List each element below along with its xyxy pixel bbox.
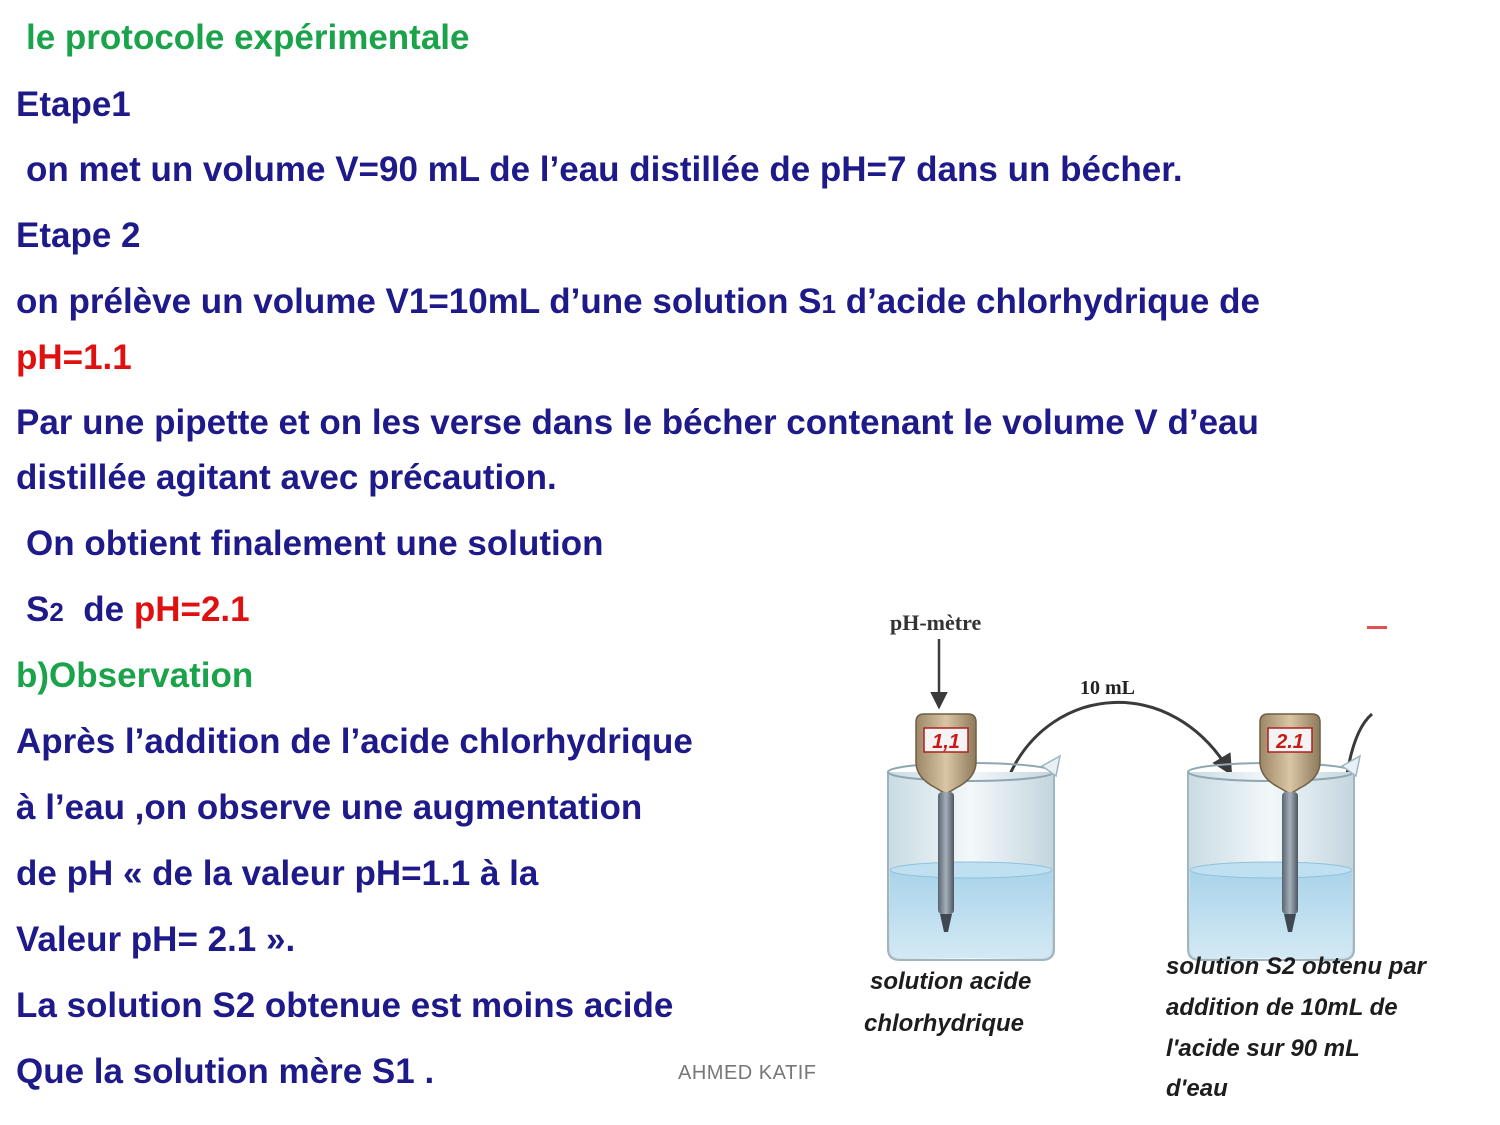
step2-line3: Par une pipette et on les verse dans le bécher contenant le volume V d’eau: [16, 403, 1259, 442]
step2-text: [16, 282, 1260, 324]
s2-label: S: [26, 590, 50, 629]
s1-subscript: 1: [821, 289, 836, 319]
observation-title: b)Observation: [16, 656, 254, 695]
caption-right-line: l'acide sur 90 mL: [1166, 1035, 1360, 1062]
reading-left: 1,1: [932, 731, 960, 753]
reading-right: 2.1: [1276, 731, 1304, 753]
observation-line: Après l’addition de l’acide chlorhydrique: [16, 722, 693, 761]
caption-right-line: addition de 10mL de: [1166, 994, 1398, 1021]
caption-right-line: solution S2 obtenu par: [1166, 953, 1427, 980]
step2-line5: On obtient finalement une solution: [26, 524, 604, 563]
step2-text-b: d’acide chlorhydrique de: [835, 282, 1260, 321]
observation-line: de pH « de la valeur pH=1.1 à la: [16, 854, 539, 893]
s2-subscript: 2: [49, 597, 64, 627]
step1-title: Etape1: [16, 85, 131, 124]
beaker-right: [1188, 756, 1360, 960]
step2-line4: distillée agitant avec précaution.: [16, 458, 557, 497]
observation-line: Valeur pH= 2.1 ».: [16, 920, 296, 959]
section-heading: le protocole expérimentale: [26, 18, 470, 57]
ph-meter-figure: [842, 604, 1457, 1119]
step2-title: Etape 2: [16, 216, 141, 255]
ph-final: pH=2.1: [133, 590, 250, 629]
step1-text: on met un volume V=90 mL de l’eau distillée de pH=7 dans un bécher.: [26, 150, 1183, 189]
observation-line: La solution S2 obtenue est moins acide: [16, 986, 674, 1025]
caption-left-line: solution acide: [870, 968, 1032, 995]
decor-dash: [1367, 626, 1387, 629]
ph-meter-label: pH-mètre: [890, 610, 982, 635]
s2-de: de: [63, 590, 134, 629]
caption-left-line: chlorhydrique: [864, 1010, 1025, 1037]
footer-author: AHMED KATIF: [678, 1062, 817, 1084]
s2-line: [26, 590, 250, 632]
observation-line: Que la solution mère S1 .: [16, 1052, 435, 1091]
transfer-label: 10 mL: [1080, 677, 1135, 699]
beaker-left: [888, 756, 1060, 960]
step2-text-a: on prélève un volume V1=10mL d’une solution S: [16, 282, 822, 321]
transfer-arrow-icon: [1010, 702, 1230, 774]
ph-initial: pH=1.1: [16, 338, 132, 377]
observation-line: à l’eau ,on observe une augmentation: [16, 788, 643, 827]
caption-right-line: d'eau: [1166, 1075, 1228, 1102]
